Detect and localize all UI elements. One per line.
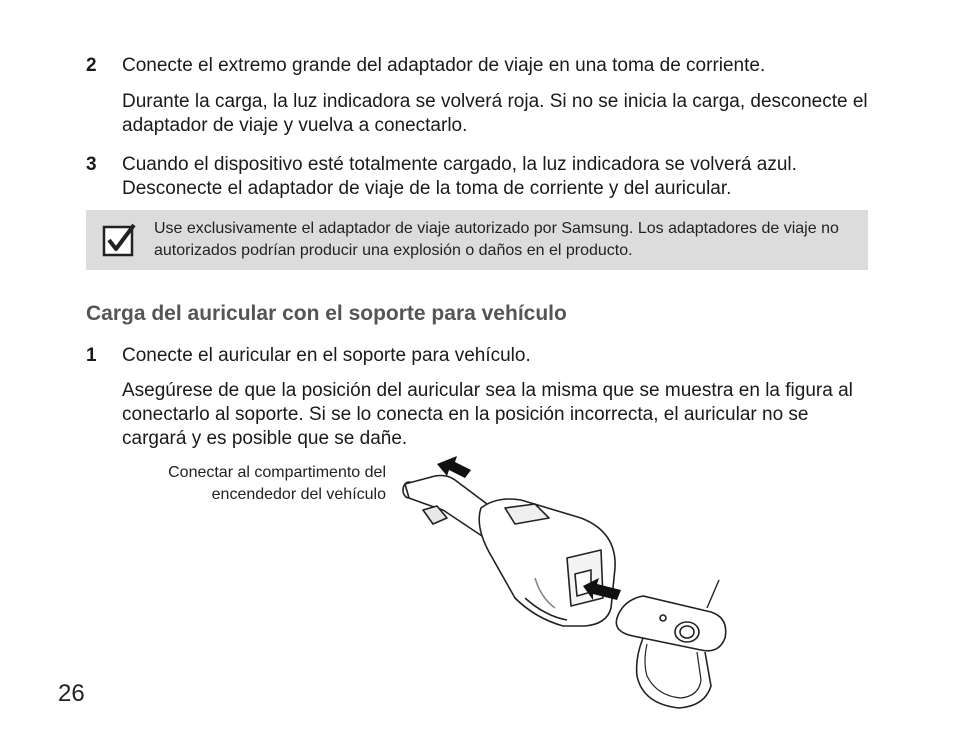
page-number: 26: [58, 680, 85, 707]
note-text: Use exclusivamente el adaptador de viaje autorizado por Samsung. Los adaptadores de viaje no autorizados podrían producir una explosión o daños en el producto.: [154, 220, 839, 259]
figure-caption: Conectar al compartimento del encendedor del vehículo: [168, 464, 386, 503]
step-2-detail: Durante la carga, la luz indicadora se volverá roja. Si no se inicia la carga, desconecte el adaptador de viaje y vuelva a conectarlo.: [122, 91, 868, 136]
section-heading: Carga del auricular con el soporte para vehículo: [86, 302, 567, 325]
step-1-detail: Asegúrese de que la posición del auricular sea la misma que se muestra en la figura al conectarlo al soporte. Si se lo conecta en la posición incorrecta, el auricular no se cargará y es posible que se dañe.: [122, 380, 853, 449]
step-number: 1: [86, 345, 97, 366]
car-charger-and-headset-illustration: [385, 448, 745, 718]
note-box: [86, 210, 868, 270]
step-number: 2: [86, 55, 97, 76]
step-text: Cuando el dispositivo esté totalmente cargado, la luz indicadora se volverá azul. Desconecte el adaptador de viaje de la toma de corriente y del auricular.: [122, 154, 797, 199]
step-text: Conecte el extremo grande del adaptador de viaje en una toma de corriente.: [122, 55, 766, 76]
step-number: 3: [86, 154, 97, 175]
step-text: Conecte el auricular en el soporte para vehículo.: [122, 345, 531, 366]
checkbox-check-icon: [102, 223, 136, 257]
